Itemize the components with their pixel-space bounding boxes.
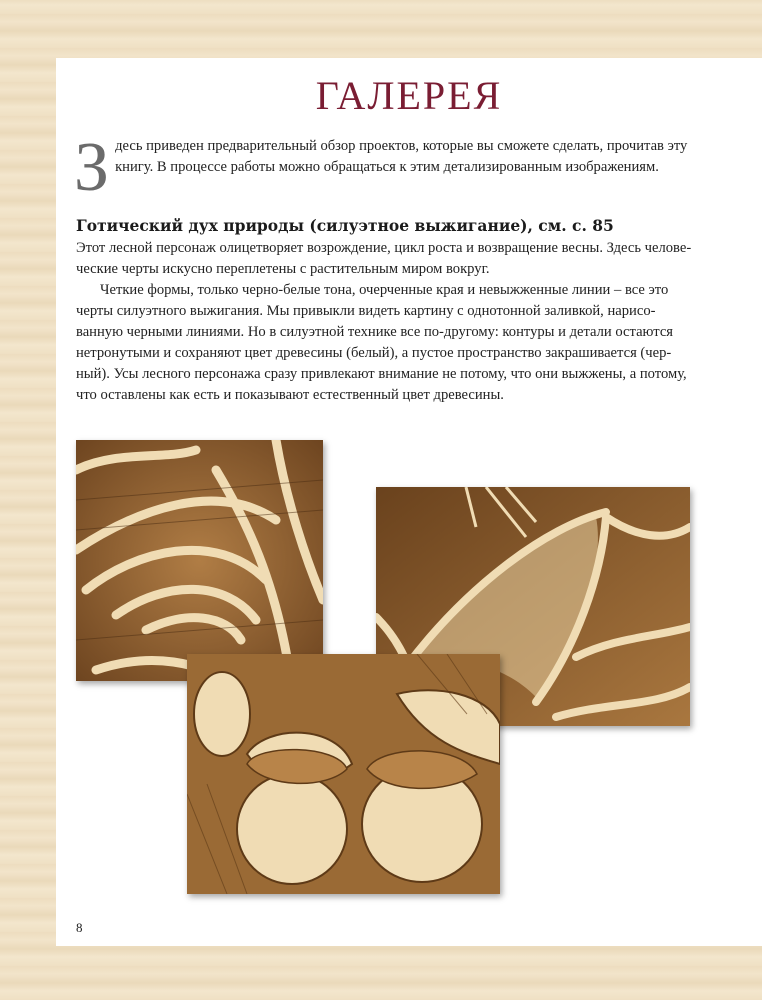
gallery-image-eye xyxy=(76,440,323,681)
section-heading: Готический дух природы (силуэтное выжигание), см. с. 85 xyxy=(76,216,614,235)
paragraph-1: Этот лесной персонаж олицетворяет возрождение, цикл роста и возвращение весны. Здесь человеческие черты искусно переплетены с растительным миром вокруг. xyxy=(76,240,692,277)
page-number: 8 xyxy=(76,920,83,935)
intro-text: десь приведен предварительный обзор проектов, которые вы сможете сделать, прочитав эту книгу. В процессе работы можно обращаться к этим детализированным изображениям. xyxy=(115,138,688,175)
section-body xyxy=(76,238,694,406)
gallery-image-acorns xyxy=(187,654,500,894)
drop-cap: З xyxy=(74,129,110,206)
page-title: ГАЛЕРЕЯ xyxy=(315,73,503,118)
paragraph-2: Четкие формы, только черно-белые тона, очерченные края и невыжженные линии – все это черты силуэтного выжигания. Мы привыкли видеть картину с однотонной заливкой, нарисованную черными линиями. Но в силуэтной технике все по-другому: контуры и детали остаются нетронутыми и сохраняют цвет древесины (белый), а пустое пространство закрашивается (черный). Усы лесного персонажа сразу привлекают внимание не потому, что они выжжены, а потому, что оставлены как есть и показывают естественный цвет древесины. xyxy=(76,282,687,403)
intro-block xyxy=(74,129,714,206)
